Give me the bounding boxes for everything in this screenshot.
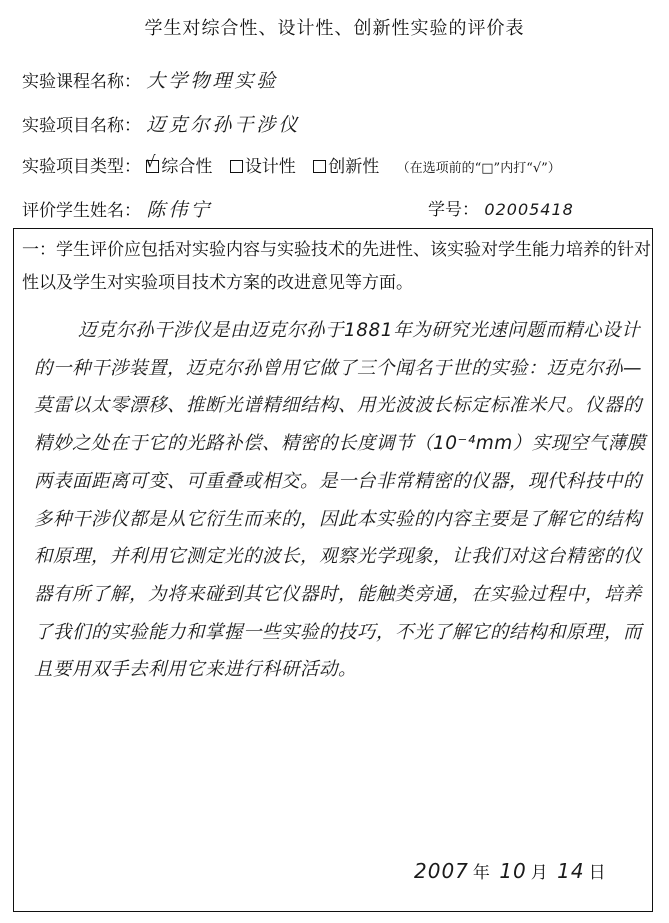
check-icon: √ (145, 152, 156, 171)
type-label: 实验项目类型： (22, 157, 141, 177)
course-label: 实验课程名称： (22, 72, 141, 92)
student-name-value[interactable]: 陈伟宁 (146, 199, 213, 221)
page-title: 学生对综合性、设计性、创新性实验的评价表 (144, 18, 525, 39)
date-year-unit: 年 (472, 863, 490, 883)
essay-text: 迈克尔孙干涉仪是由迈克尔孙于1881年为研究光速问题而精心设计的一种干涉装置，迈克尔孙曾用它做了三个闻名于世的实验：迈克尔孙—莫雷以太零漂移、推断光谱精细结构、用光波波长标定标准米尺。仪器的精妙之处在于它的光路补偿、精密的长度调节（10⁻⁴mm）实现空气薄膜两表面距离可变、可重叠或相交。是一台非常精密的仪器，现代科技中的多种干涉仪都是从它衍生而来的，因此本实验的内容主要是了解它的结构和原理，并利用它测定光的波长，观察光学现象，让我们对这台精密的仪器有所了解，为将来碰到其它仪器时，能触类旁通，在实验过程中，培养了我们的实验能力和掌握一些实验的技巧，不光了解它的结构和原理，而且要用双手去利用它来进行科研活动。 (34, 320, 646, 681)
type-option-innovative[interactable] (313, 157, 384, 177)
date-month[interactable]: 10 (499, 859, 527, 883)
date-year[interactable]: 2007 (414, 859, 469, 883)
student-no-label: 学号： (428, 200, 479, 220)
type-note: （在选项前的“□”内打“√”） (396, 161, 561, 176)
type-option-label: 创新性 (328, 157, 380, 177)
student-label: 评价学生姓名： (22, 201, 141, 221)
student-no-value[interactable]: 02005418 (484, 200, 574, 219)
course-row (22, 66, 278, 93)
date-month-unit: 月 (530, 863, 548, 883)
type-option-design[interactable] (230, 157, 301, 177)
instruction-text: 一：学生评价应包括对实验内容与实验技术的先进性、该实验对学生能力培养的针对性以及学生对实验项目技术方案的改进意见等方面。 (22, 240, 651, 293)
type-option-label: 综合性 (161, 157, 213, 177)
date-line (410, 858, 606, 883)
type-option-label: 设计性 (244, 157, 296, 177)
checkbox-unchecked[interactable] (230, 160, 243, 173)
date-day-unit: 日 (588, 863, 606, 883)
type-option-comprehensive[interactable] (145, 152, 217, 177)
project-label: 实验项目名称： (22, 116, 141, 136)
checkbox-checked[interactable] (145, 152, 159, 173)
course-value[interactable]: 大学物理实验 (146, 70, 279, 92)
project-value[interactable]: 迈克尔孙干涉仪 (146, 114, 301, 136)
student-row (22, 195, 212, 222)
checkbox-unchecked[interactable] (313, 160, 326, 173)
project-row (22, 110, 300, 137)
evaluation-essay[interactable] (34, 312, 648, 689)
type-row (22, 152, 561, 177)
student-number (428, 195, 574, 220)
date-day[interactable]: 14 (557, 859, 585, 883)
